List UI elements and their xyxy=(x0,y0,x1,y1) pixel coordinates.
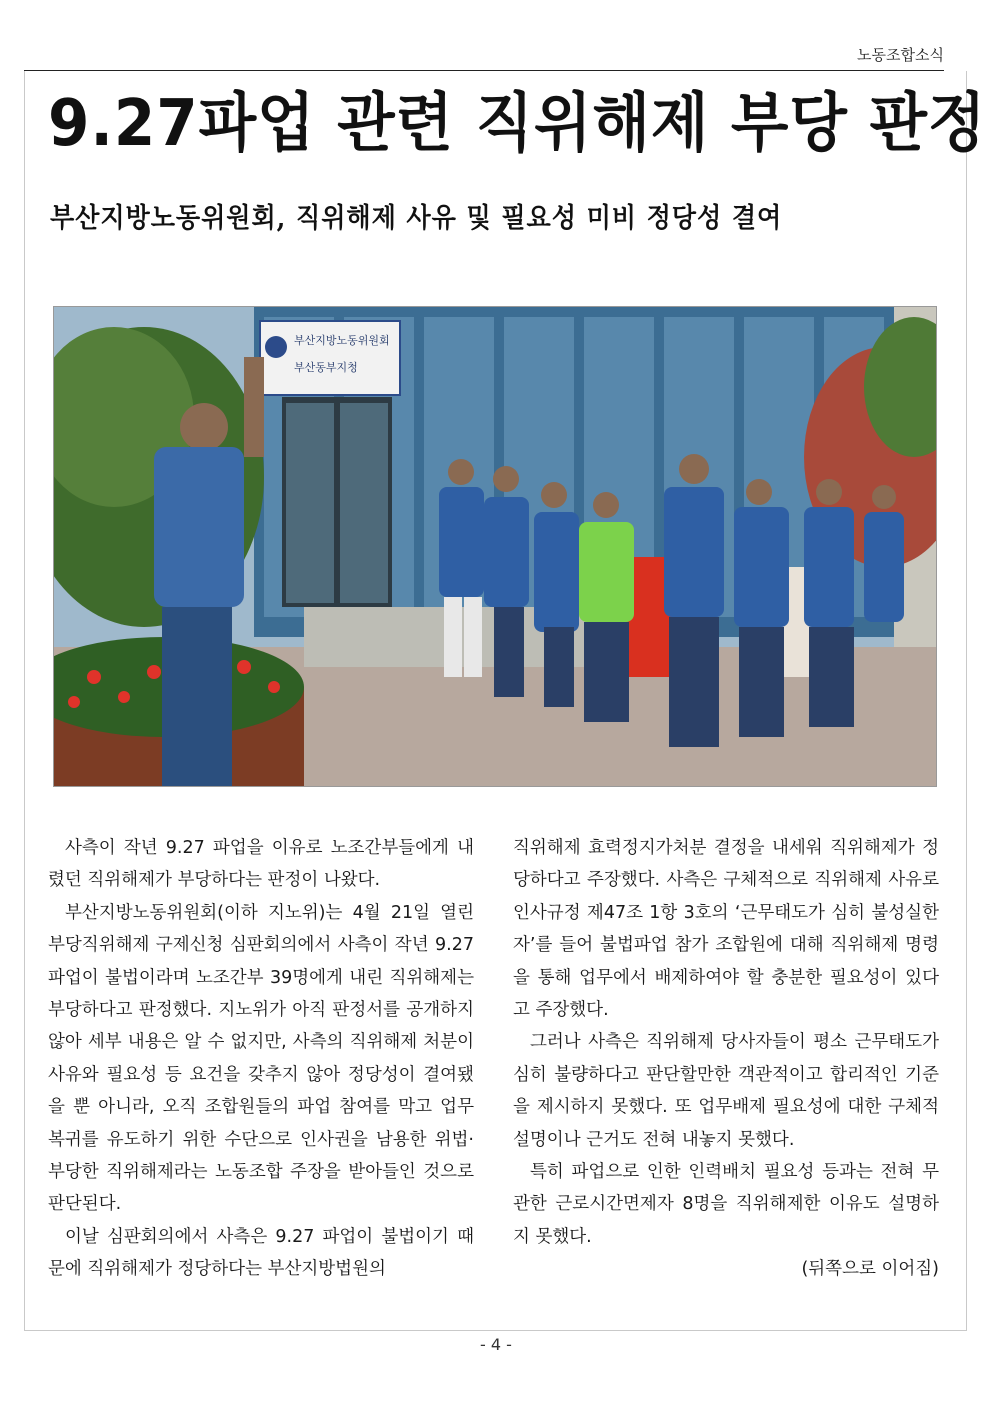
headline: 9.27파업 관련 직위해제 부당 판정 xyxy=(48,87,987,161)
article-paragraph: 부산지방노동위원회(이하 지노위)는 4월 21일 열린 부당직위해제 구제신청 심판회의에서 사측이 작년 9.27파업이 불법이라며 노조간부 39명에게 내린 직위해제는 부당하다고 판정했다. 지노위가 아직 판정서를 공개하지 않아 세부 내용은 알 수 없지만, 사측의 직위해제 처분이 사유와 필요성 등 요건을 갖추지 않아 정당성이 결여됐을 뿐 아니라, 오직 조합원들의 파업 참여를 막고 업무 복귀를 유도하기 위한 수단으로 인사권을 남용한 위법·부당한 직위해제라는 노동조합 주장을 받아들인 것으로 판단된다. xyxy=(48,902,474,1215)
article-paragraph: 특히 파업으로 인한 인력배치 필요성 등과는 전혀 무관한 근로시간면제자 8명을 직위해제한 이유도 설명하지 못했다. xyxy=(513,1162,939,1247)
article-column-left xyxy=(48,832,474,1286)
section-label: 노동조합소식 xyxy=(857,46,944,64)
article-paragraph-continuation: 직위해제 효력정지가처분 결정을 내세워 직위해제가 정당하다고 주장했다. 사측은 구체적으로 직위해제 사유로 인사규정 제47조 1항 3호의 ‘근무태도가 심히 불성실한 자’를 들어 불법파업 참가 조합원에 대해 직위해제 명령을 통해 업무에서 배제하여야 할 충분한 필요성이 있다고 주장했다. xyxy=(513,838,939,1021)
page-number: - 4 - xyxy=(480,1335,512,1354)
article-paragraph: 그러나 사측은 직위해제 당사자들이 평소 근무태도가 심히 불량하다고 판단할만한 객관적이고 합리적인 기준을 제시하지 못했다. 또 업무배제 필요성에 대한 구체적 설명이나 근거도 전혀 내놓지 못했다. xyxy=(513,1032,939,1150)
article-paragraph: 이날 심판회의에서 사측은 9.27 파업이 불법이기 때문에 직위해제가 정당하다는 부산지방법원의 xyxy=(48,1226,474,1280)
sign-text-line2: 부산동부지청 xyxy=(294,361,358,374)
article-paragraph: 사측이 작년 9.27 파업을 이유로 노조간부들에게 내렸던 직위해제가 부당하다는 판정이 나왔다. xyxy=(48,838,474,891)
sign-text-line1: 부산지방노동위원회 xyxy=(294,334,390,347)
continued-note: (뒤쪽으로 이어짐) xyxy=(801,1259,939,1280)
protest-photo xyxy=(53,306,937,787)
article-column-right xyxy=(513,832,939,1286)
subheadline: 부산지방노동위원회, 직위해제 사유 및 필요성 미비 정당성 결여 xyxy=(50,203,783,234)
